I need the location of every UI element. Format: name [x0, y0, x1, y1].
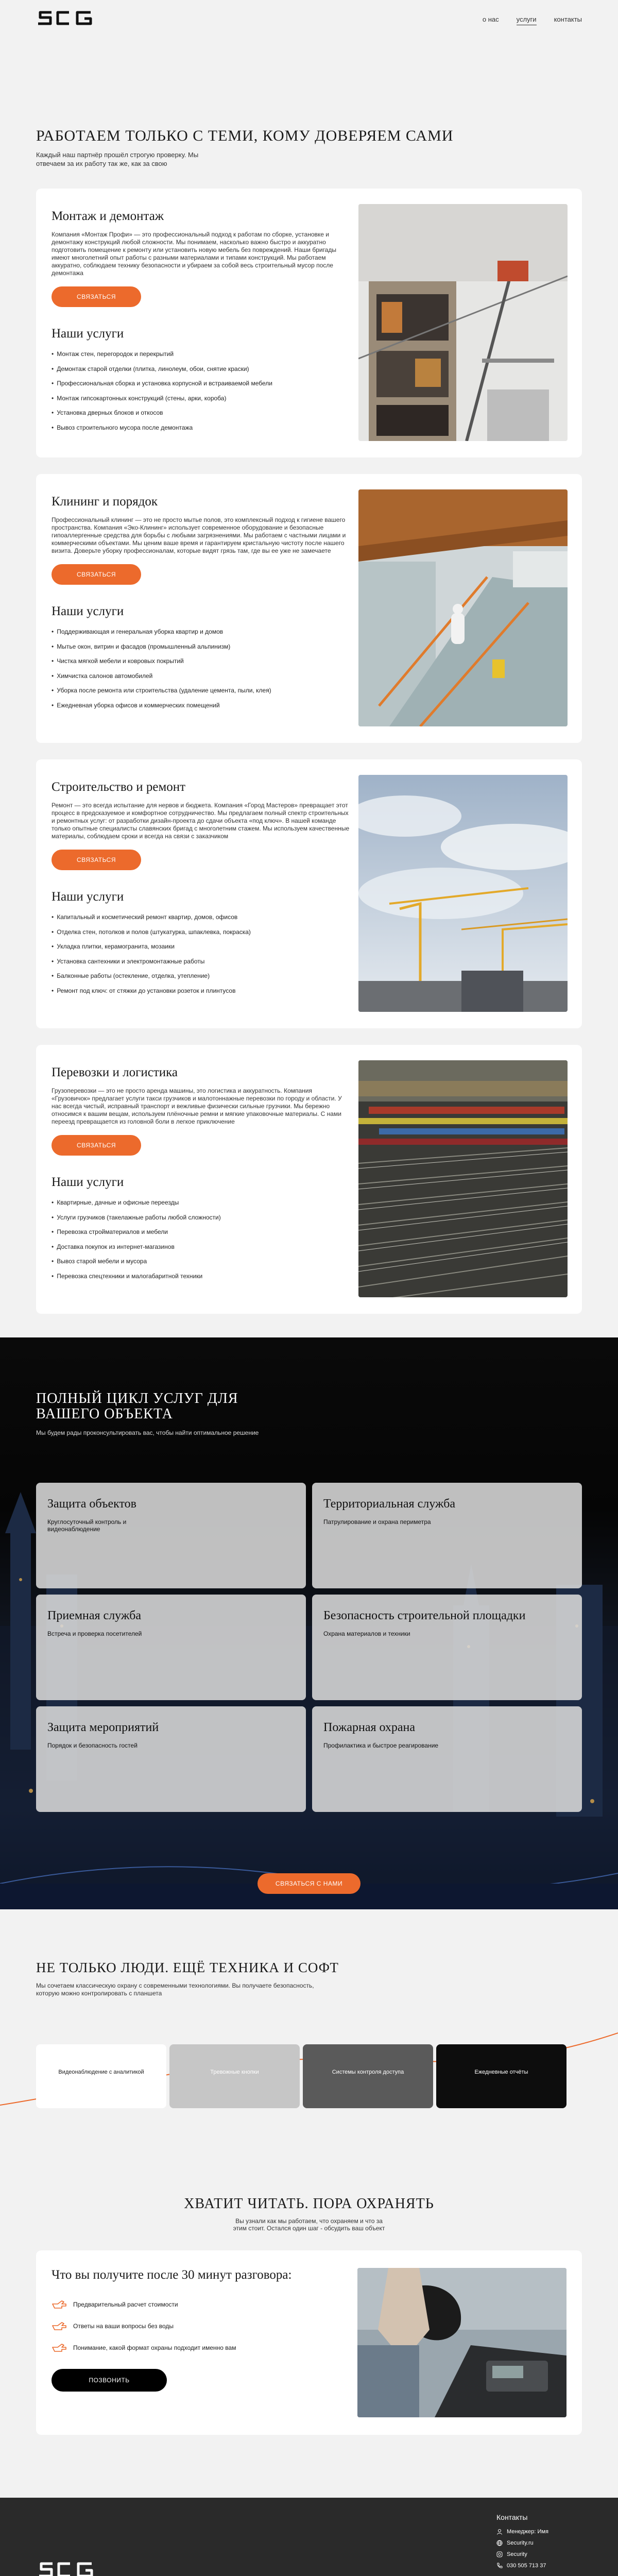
cta-header: [0, 2196, 618, 2232]
tech-tile-alarm[interactable]: Тревожные кнопки: [169, 2044, 300, 2108]
construction-interior-photo: [358, 204, 568, 441]
security-section: [0, 1337, 618, 1909]
contact-button[interactable]: СВЯЗАТЬСЯ: [52, 286, 141, 307]
tech-title: НЕ ТОЛЬКО ЛЮДИ. ЕЩЁ ТЕХНИКА И СОФТ: [36, 1960, 339, 1975]
security-tile-fire[interactable]: [312, 1706, 582, 1812]
benefit-text: Предварительный расчет стоимости: [73, 2301, 178, 2308]
tile-text: Профилактика и быстрое реагирование: [323, 1742, 439, 1749]
contact-us-button[interactable]: СВЯЗАТЬСЯ С НАМИ: [258, 1873, 360, 1894]
footer-logo[interactable]: [37, 2560, 94, 2576]
service-items: [52, 1199, 350, 1280]
security-tile-construction[interactable]: [312, 1595, 582, 1700]
contacts-block: [496, 2513, 548, 2574]
service-card-logistics: [36, 1045, 582, 1314]
cta-subtitle: Вы узнали как мы работаем, что охраняем и что за этим стоит. Остался один шаг - обсудить ваш объект: [233, 2217, 385, 2232]
security-tile-territory[interactable]: [312, 1483, 582, 1588]
hero-title: РАБОТАЕМ ТОЛЬКО С ТЕМИ, КОМУ ДОВЕРЯЕМ САМИ: [36, 127, 454, 144]
tile-title: Приемная служба: [47, 1609, 141, 1622]
tech-tiles: [36, 2044, 566, 2108]
tile-title: Защита объектов: [47, 1497, 136, 1511]
service-title: Клининг и порядок: [52, 495, 158, 509]
tile-title: Защита мероприятий: [47, 1721, 159, 1734]
nav-about[interactable]: о нас: [482, 15, 499, 23]
service-item: • Балконные работы (остекление, отделка, утепление): [52, 972, 350, 979]
service-title: Строительство и ремонт: [52, 780, 186, 794]
service-item: • Доставка покупок из интернет-магазинов: [52, 1243, 350, 1250]
benefit-text: Ответы на ваши вопросы без воды: [73, 2323, 174, 2330]
service-item: • Монтаж стен, перегородок и перекрытий: [52, 350, 350, 358]
phone-icon: [496, 2563, 503, 2569]
service-items: [52, 628, 350, 709]
cta-title: ХВАТИТ ЧИТАТЬ. ПОРА ОХРАНЯТЬ: [184, 2196, 434, 2212]
contact-text: Security.ru: [507, 2540, 534, 2546]
hero: [0, 77, 618, 168]
security-tile-events[interactable]: [36, 1706, 306, 1812]
service-description: Грузоперевозки — это не просто аренда машины, это логистика и аккуратность. Компания «Грузовичок» предлагает услуги такси грузчиков и малотоннажные перевозки по городу и области. У нас всегда чистый, исправный транспорт и вежливые физически сильные грузчики. Мы бережно относимся к вашим вещам, используем плёночные ремни и мягкие упаковочные материалы. С нами переезд превращается из головной боли в легкое приключение: [52, 1087, 342, 1125]
railway-yard-photo: [358, 1060, 568, 1297]
instagram-icon: [496, 2551, 503, 2557]
header: [0, 0, 618, 77]
service-item: • Капитальный и косметический ремонт квартир, домов, офисов: [52, 913, 350, 921]
tech-tile-video[interactable]: Видеонаблюдение с аналитикой: [36, 2044, 166, 2108]
services-list-title: Наши услуги: [52, 604, 124, 618]
tile-text: Круглосуточный контроль и видеонаблюдение: [47, 1518, 127, 1533]
security-services-grid: [36, 1483, 582, 1812]
nav-contacts[interactable]: контакты: [554, 15, 582, 23]
service-item: • Мытье окон, витрин и фасадов (промышленный альпинизм): [52, 643, 350, 650]
pointing-hand-icon: [52, 2321, 67, 2331]
service-items: [52, 350, 350, 431]
service-item: • Профессиональная сборка и установка корпусной и встраиваемой мебели: [52, 380, 350, 387]
footer: [0, 2498, 618, 2576]
tech-subtitle: Мы сочетаем классическую охрану с современными технологиями. Вы получаете безопасность, которую можно контролировать с планшета: [36, 1982, 314, 1997]
contacts-title: Контакты: [496, 2513, 528, 2521]
service-item: • Услуги грузчиков (такелажные работы любой сложности): [52, 1214, 350, 1221]
service-item: • Ежедневная уборка офисов и коммерческих помещений: [52, 702, 350, 709]
security-subtitle: Мы будем рады проконсультировать вас, чтобы найти оптимальное решение: [36, 1429, 259, 1436]
services-list-title: Наши услуги: [52, 890, 124, 904]
service-items: [52, 913, 350, 994]
security-tile-objects[interactable]: [36, 1483, 306, 1588]
service-item: • Установка дверных блоков и откосов: [52, 409, 350, 416]
main-nav: [483, 15, 582, 25]
service-item: • Чистка мягкой мебели и ковровых покрытий: [52, 657, 350, 665]
logo[interactable]: [36, 9, 93, 27]
tech-tile-access[interactable]: Системы контроля доступа: [303, 2044, 433, 2108]
service-item: • Уборка после ремонта или строительства (удаление цемента, пыли, клея): [52, 687, 350, 694]
service-item: • Укладка плитки, керамогранита, мозаики: [52, 943, 350, 950]
service-item: • Перевозка спецтехники и малогабаритной техники: [52, 1273, 350, 1280]
service-card-construction: [36, 759, 582, 1028]
services-list: [0, 168, 618, 1314]
globe-icon: [496, 2540, 503, 2546]
service-item: • Отделка стен, потолков и полов (штукатурка, шпаклевка, покраска): [52, 928, 350, 936]
service-title: Монтаж и демонтаж: [52, 209, 164, 223]
contact-button[interactable]: СВЯЗАТЬСЯ: [52, 564, 141, 585]
cta-card: [36, 2250, 582, 2435]
services-list-title: Наши услуги: [52, 1175, 124, 1189]
phone-call-photo: [357, 2268, 566, 2417]
service-item: • Квартирные, дачные и офисные переезды: [52, 1199, 350, 1206]
tile-text: Встреча и проверка посетителей: [47, 1630, 142, 1637]
service-item: • Вывоз старой мебели и мусора: [52, 1258, 350, 1265]
contact-manager: [496, 2529, 548, 2535]
cleaning-staircase-photo: [358, 489, 568, 726]
service-description: Компания «Монтаж Профи» — это профессиональный подход к работам по сборке, установке и демонтажу конструкций любой сложности. Мы понимаем, насколько важно быстро и аккуратно подготовить помещение к ремонту или установить новую мебель без повреждений. Наши бригады имеют многолетний опыт работы с разными материалами и типами конструкций. Мы работаем аккуратно, соблюдаем технику безопасности и убираем за собой весь строительный мусор после демонтажа: [52, 231, 336, 277]
service-item: • Химчистка салонов автомобилей: [52, 672, 350, 680]
tile-title: Безопасность строительной площадки: [323, 1609, 526, 1622]
tile-text: Патрулирование и охрана периметра: [323, 1518, 431, 1526]
pointing-hand-icon: [52, 2300, 67, 2309]
tech-section: [0, 1909, 618, 2198]
service-item: • Поддерживающая и генеральная уборка квартир и домов: [52, 628, 350, 635]
tile-title: Пожарная охрана: [323, 1721, 416, 1734]
contact-website[interactable]: [496, 2540, 548, 2546]
service-item: • Ремонт под ключ: от стяжки до установки розеток и плинтусов: [52, 987, 350, 994]
security-tile-reception[interactable]: [36, 1595, 306, 1700]
service-card-cleaning: [36, 474, 582, 743]
service-item: • Демонтаж старой отделки (плитка, линолеум, обои, снятие краски): [52, 365, 350, 372]
user-icon: [496, 2529, 503, 2535]
service-description: Профессиональный клининг — это не просто мытье полов, это комплексный подход к гигиене вашего пространства. Компания «Эко-Клининг» использует современное оборудование и безопасные гипоаллергенные средства для борьбы с любыми загрязнениями. Мы работаем с частными лицами и коммерческими объектами. Мы ценим ваше время и гарантируем кристальную чистоту после нашего визита. Доверьте уборку профессионалам, которые видят грязь там, где вы ее уже не замечаете: [52, 516, 346, 554]
contact-button[interactable]: СВЯЗАТЬСЯ: [52, 1135, 141, 1156]
pointing-hand-icon: [52, 2343, 67, 2352]
call-button[interactable]: ПОЗВОНИТЬ: [52, 2369, 167, 2392]
contact-phone[interactable]: [496, 2563, 548, 2569]
service-item: • Вывоз строительного мусора после демонтажа: [52, 424, 350, 431]
contact-instagram[interactable]: [496, 2551, 548, 2557]
hero-subtitle: Каждый наш партнёр прошёл строгую проверку. Мы отвечаем за их работу так же, как за свою: [36, 151, 199, 167]
contact-text: Менеджер: Имя: [507, 2529, 548, 2535]
service-item: • Монтаж гипсокартонных конструкций (стены, арки, короба): [52, 395, 350, 402]
tile-text: Охрана материалов и техники: [323, 1630, 410, 1637]
services-list-title: Наши услуги: [52, 327, 124, 341]
benefit-text: Понимание, какой формат охраны подходит именно вам: [73, 2344, 236, 2351]
contact-button[interactable]: СВЯЗАТЬСЯ: [52, 850, 141, 870]
cranes-sky-photo: [358, 775, 568, 1012]
tech-tile-reports[interactable]: Ежедневные отчёты: [436, 2044, 566, 2108]
security-title: ПОЛНЫЙ ЦИКЛ УСЛУГ ДЛЯ ВАШЕГО ОБЪЕКТА: [36, 1391, 238, 1422]
contact-text: Security: [507, 2551, 527, 2557]
nav-services[interactable]: услуги: [517, 15, 537, 25]
tile-text: Порядок и безопасность гостей: [47, 1742, 138, 1749]
service-item: • Перевозка стройматериалов и мебели: [52, 1228, 350, 1235]
tile-title: Территориальная служба: [323, 1497, 456, 1511]
cta-card-title: Что вы получите после 30 минут разговора:: [52, 2268, 292, 2282]
service-description: Ремонт — это всегда испытание для нервов и бюджета. Компания «Город Мастеров» превращает этот процесс в предсказуемое и комфортное сотрудничество. Мы предлагаем полный спектр строительных и ремонтных услуг: от разработки дизайн-проекта до сдачи объекта «под ключ». В нашей команде только опытные специалисты славянских бригад с многолетним стажем. Мы используем качественные материалы, соблюдаем сроки и всегда на связи с заказчиком: [52, 802, 350, 840]
service-card-montage: [36, 189, 582, 457]
contact-text: 030 505 713 37: [507, 2563, 546, 2569]
service-title: Перевозки и логистика: [52, 1065, 178, 1079]
service-item: • Установка сантехники и электромонтажные работы: [52, 958, 350, 965]
